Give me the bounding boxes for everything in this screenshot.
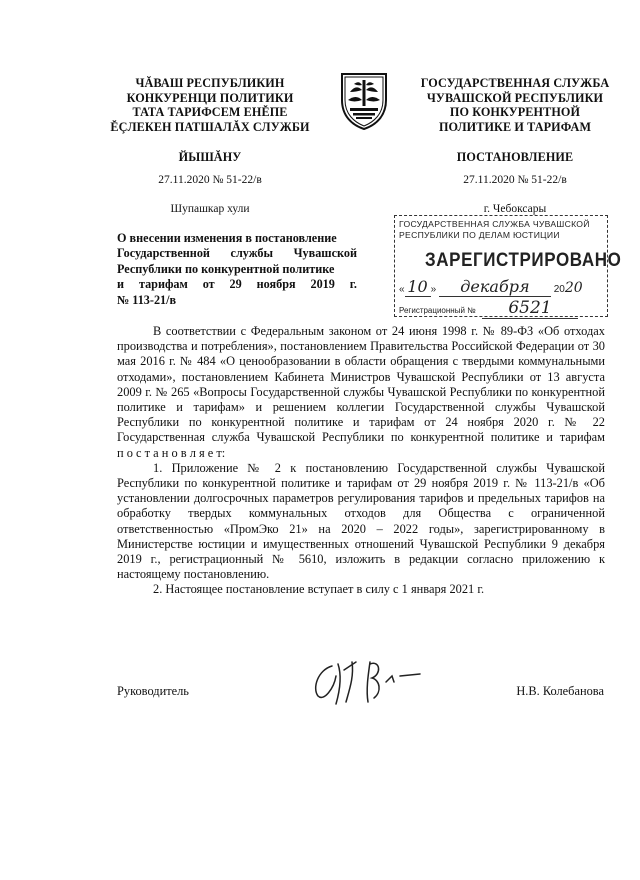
document-subject (117, 231, 357, 308)
subject-word: 2019 (310, 277, 335, 292)
subject-word: тарифам (138, 277, 188, 292)
stamp-day: 10 (405, 277, 431, 297)
subject-word: Чувашской (293, 246, 357, 261)
doc-number-right: 27.11.2020 № 51-22/в (463, 174, 567, 186)
header-right-line: ПОЛИТИКЕ И ТАРИФАМ (438, 119, 592, 134)
header-right-line: ЧУВАШСКОЙ РЕСПУБЛИКИ (426, 90, 604, 105)
subject-word: 29 (229, 277, 242, 292)
stamp-year-suffix: 20 (564, 280, 583, 296)
subject-line (117, 246, 357, 261)
stamp-title: ЗАРЕГИСТРИРОВАНО (425, 248, 622, 271)
stamp-month: декабря (439, 277, 551, 297)
doc-type-left: ЙЫШĂНУ (178, 150, 242, 164)
stamp-reg-number: 6521 (482, 298, 578, 319)
header-right-line: ПО КОНКУРЕНТНОЙ (449, 105, 581, 120)
handwritten-signature (308, 652, 438, 712)
body-paragraph: 1. Приложение № 2 к постановлению Государственной службы Чувашской Республики по конкурентной политике и тарифам от 29 ноября 2019 г. № 113-21/в «Об установлении долгосрочных параметров регулирования тарифов и предельных тарифов на обработку твердых коммунальных отходов для Общества с ограниченной ответственностью «ПромЭко 21» на 2020 – 2022 годы», зарегистрированному в Министерстве юстиции и имущественных отношений Чувашской Республики 9 декабря 2019 г., регистрационный № 5610, изложить в редакции согласно приложению к настоящему постановлению. (117, 460, 605, 582)
stamp-year-prefix: 20 (553, 284, 565, 295)
subject-word: Государственной (117, 246, 210, 261)
registration-stamp (394, 215, 622, 318)
signature-position: Руководитель (117, 684, 189, 698)
body-paragraph-last-line: п о с т а н о в л я е т: (117, 445, 226, 460)
doc-type-right: ПОСТАНОВЛЕНИЕ (456, 150, 574, 164)
document-body (117, 324, 605, 598)
header-left-line: КОНКУРЕНЦИ ПОЛИТИКИ (126, 90, 294, 105)
stamp-line: РЕСПУБЛИКИ ПО ДЕЛАМ ЮСТИЦИИ (399, 230, 560, 240)
header-left (104, 76, 316, 134)
header-left-line: ĔÇЛЕКЕН ПАТШАЛĂХ СЛУЖБИ (110, 119, 310, 134)
header-right (410, 76, 620, 134)
subject-line: № 113-21/в (117, 292, 177, 307)
chuvash-coat-of-arms-icon (336, 70, 392, 132)
stamp-reg-label: Регистрационный № (399, 306, 476, 315)
place-left: Шупашкар хули (170, 203, 250, 215)
body-paragraph: В соответствии с Федеральным законом от 24 июня 1998 г. № 89-ФЗ «Об отходах производства и потребления», постановлением Правительства Российской Федерации от 30 мая 2016 г. № 484 «О ценообразовании в области обращения с твердыми коммунальными отходами», постановлением Кабинета Министров Чувашской Республики от 13 августа 2009 г. № 265 «Вопросы Государственной службы Чувашской Республики по конкурентной политике и тарифам» и решением коллегии Государственной службы Чувашской Республики по конкурентной политике и тарифам от 24 ноября 2020 г. № 22 Государственная служба Чувашской Республики по конкурентной политике и тарифам (117, 324, 605, 445)
stamp-date: « 10 » декабря 2020 (399, 277, 583, 296)
header-left-line: ЧĂВАШ РЕСПУБЛИКИН (135, 76, 285, 90)
subject-line (117, 277, 357, 292)
header-right-line: ГОСУДАРСТВЕННАЯ СЛУЖБА (420, 76, 610, 90)
subject-word: от (202, 277, 215, 292)
doc-number-left: 27.11.2020 № 51-22/в (158, 174, 262, 186)
signature-name: Н.В. Колебанова (516, 684, 604, 698)
stamp-line: ГОСУДАРСТВЕННАЯ СЛУЖБА ЧУВАШСКОЙ (399, 219, 590, 229)
body-paragraph: 2. Настоящее постановление вступает в силу с 1 января 2021 г. (153, 582, 485, 597)
header-left-line: ТАТА ТАРИФСЕМ ЕНĔПЕ (132, 105, 288, 120)
subject-word: службы (230, 246, 273, 261)
subject-line: Республики по конкурентной политике (117, 261, 335, 276)
subject-line: О внесении изменения в постановление (117, 231, 337, 245)
stamp-registration (399, 298, 578, 319)
subject-word: г. (349, 277, 357, 292)
place-right: г. Чебоксары (483, 203, 547, 215)
subject-word: и (117, 277, 125, 292)
subject-word: ноября (256, 277, 296, 292)
